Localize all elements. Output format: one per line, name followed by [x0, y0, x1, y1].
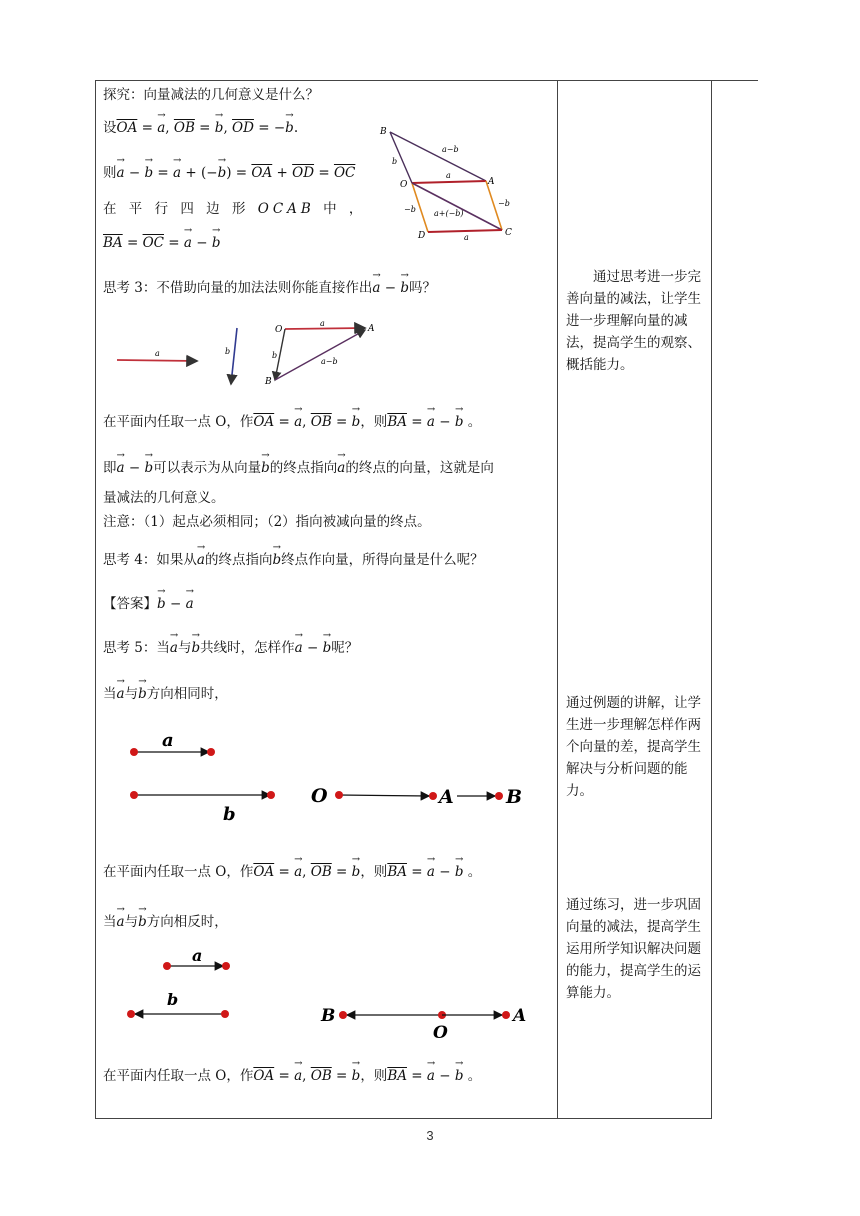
point-B-opp: B: [321, 1006, 336, 1026]
construction-line-3: 在平面内任取一点 O，作$\overline{OA}$ = → a, $\overline{OB}$ = → b，则$\overline{BA}$ = → a − → b 。: [103, 1066, 481, 1086]
construction-line-2: 在平面内任取一点 O，作$\overline{OA}$ = → a, $\overline{OB}$ = → b，则$\overline{BA}$ = → a − → b 。: [103, 862, 481, 882]
label-a-plus-neg-b: a+(−b): [434, 209, 464, 218]
page-number: 3: [426, 1128, 434, 1143]
label-a-top: a: [320, 319, 325, 328]
label-a: a: [446, 171, 451, 180]
meaning-line: 即→ a − → b可以表示为从向量→ b的终点指向→ a的终点的向量，这就是向: [103, 458, 494, 478]
parallelogram-figure: [372, 126, 542, 246]
opposite-direction-line: 当→ a与→ b方向相反时，: [103, 912, 228, 932]
point-O-opp: O: [433, 1023, 448, 1043]
parallelogram-line: 在 平 行 四 边 形 OCAB 中 ，: [103, 201, 367, 217]
ba-equals-line: $\overline{BA} = \overline{OC}$ = → a − → b: [103, 233, 221, 253]
point-A: A: [368, 324, 375, 334]
label-O: O: [400, 180, 408, 190]
label-A: A: [488, 177, 495, 187]
label-b: b: [392, 157, 398, 166]
opposite-direction-figure: [125, 945, 545, 1043]
point-A-same: A: [439, 786, 454, 808]
note-line: 注意：（1）起点必须相同；（2）指向被减向量的终点。: [103, 514, 431, 530]
definition-line: 设$\overline{OA}$ = → a, $\overline{OB}$ = → b, $\overline{OD}$ = −→ b.: [103, 118, 298, 138]
derivation-line: 则→ a − → b = → a + (−→ $b) = \overline{OA} + \overline{OD} = \overline{OC}$: [103, 163, 355, 183]
vec-a-label: a: [155, 349, 160, 358]
label-neg-b-right: −b: [498, 199, 510, 208]
label-B: B: [380, 127, 387, 137]
think5-line: 思考 5：当→ a与→ b共线时，怎样作→ a − → b呢？: [103, 638, 358, 658]
label-a-bottom: a: [464, 233, 469, 242]
label-a-minus-b: a−b: [442, 145, 459, 154]
construction-line-1: 在平面内任取一点 O，作$\overline{OA}$ = → a, $\overline{OB}$ = → b，则$\overline{BA}$ = → a − → b 。: [103, 412, 481, 432]
same-direction-line: 当→ a与→ b方向相同时，: [103, 684, 228, 704]
point-A-opp: A: [513, 1006, 527, 1026]
side-note-2: 通过例题的讲解，让学生进一步理解怎样作两个向量的差，提高学生解决与分析问题的能力。: [566, 695, 701, 799]
point-O-same: O: [311, 785, 328, 807]
vec-a-label-same: a: [162, 730, 174, 751]
vec-b-label: b: [225, 347, 231, 356]
point-B: B: [265, 377, 272, 387]
meaning-line-2: 量减法的几何意义。: [103, 490, 225, 506]
label-D: D: [418, 231, 426, 241]
side-note-1: 通过思考进一步完善向量的减法，让学生进一步理解向量的减法，提高学生的观察、概括能力。: [566, 269, 701, 373]
answer-line: 【答案】→ b − → a: [103, 594, 194, 614]
think4-line: 思考 4：如果从→ a的终点指向→ b终点作向量，所得向量是什么呢？: [103, 550, 484, 570]
label-b-left: b: [272, 351, 278, 360]
vec-b-label-opp: b: [167, 990, 179, 1009]
think3-figure: [115, 318, 415, 388]
think3-line: 思考 3：不借助向量的加法法则你能直接作出→ a − → b吗？: [103, 278, 436, 298]
column-divider: [557, 80, 558, 1118]
point-O: O: [275, 325, 283, 335]
label-a-minus-b: a−b: [321, 357, 338, 366]
same-direction-figure: [125, 730, 545, 825]
label-C: C: [505, 228, 512, 238]
explore-question: 探究：向量减法的几何意义是什么？: [103, 87, 319, 103]
side-note-3: 通过练习，进一步巩固向量的减法，提高学生运用所学知识解决问题的能力，提高学生的运算能力。: [566, 897, 701, 1001]
label-neg-b-left: −b: [404, 205, 416, 214]
point-B-same: B: [506, 786, 523, 808]
vec-a-label-opp: a: [192, 946, 203, 965]
vec-b-label-same: b: [223, 804, 236, 825]
